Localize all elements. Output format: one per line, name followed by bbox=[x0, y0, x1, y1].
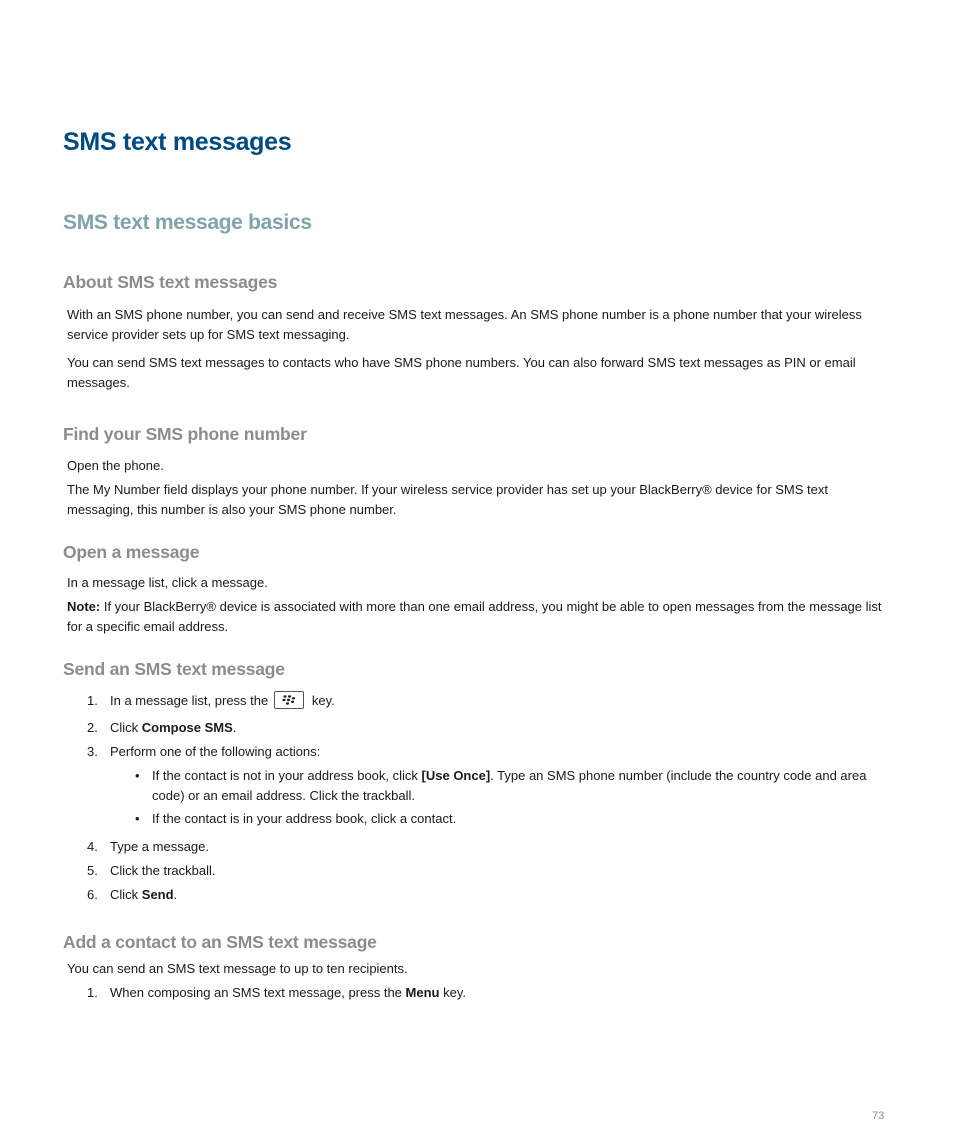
note-text: If your BlackBerry® device is associated with more than one email address, you might be able to open messages from the message list for a specific email address. bbox=[67, 599, 882, 634]
step-number: 1. bbox=[87, 985, 98, 1000]
page-number: 73 bbox=[872, 1110, 885, 1122]
add-paragraph-1: You can send an SMS text message to up to ten recipients. bbox=[67, 961, 408, 976]
send-subitem-1: If the contact is not in your address book, click [Use Once]. Type an SMS phone number (include the country code and area code) or an email address. Click the trackball. bbox=[152, 768, 867, 803]
step-number: 3. bbox=[87, 744, 98, 759]
send-subitem-2: If the contact is in your address book, click a contact. bbox=[152, 811, 457, 826]
open-heading: Open a message bbox=[63, 542, 200, 562]
bullet: • bbox=[135, 811, 140, 826]
about-paragraph-2: You can send SMS text messages to contacts who have SMS phone numbers. You can also forward SMS text messages as PIN or email messages. bbox=[67, 355, 856, 390]
step-number: 5. bbox=[87, 863, 98, 878]
find-heading: Find your SMS phone number bbox=[63, 424, 307, 444]
blackberry-menu-key-icon bbox=[274, 691, 304, 709]
bullet: • bbox=[135, 768, 140, 783]
send-heading: Send an SMS text message bbox=[63, 659, 285, 679]
step-number: 6. bbox=[87, 887, 98, 902]
about-paragraph-1: With an SMS phone number, you can send and receive SMS text messages. An SMS phone number is a phone number that your wireless service provider sets up for SMS text messaging. bbox=[67, 307, 862, 342]
section-heading: SMS text message basics bbox=[63, 211, 312, 234]
step-number: 2. bbox=[87, 720, 98, 735]
send-step-3: Perform one of the following actions: bbox=[110, 744, 321, 759]
note-label: Note: bbox=[67, 599, 101, 614]
page-title: SMS text messages bbox=[63, 128, 292, 156]
send-step-2: Click Compose SMS. bbox=[110, 720, 237, 735]
find-paragraph-1: Open the phone. bbox=[67, 458, 164, 473]
send-step-4: Type a message. bbox=[110, 839, 209, 854]
send-step-5: Click the trackball. bbox=[110, 863, 216, 878]
open-note bbox=[67, 597, 897, 636]
about-heading: About SMS text messages bbox=[63, 272, 278, 292]
add-heading: Add a contact to an SMS text message bbox=[63, 932, 377, 952]
send-step-1: In a message list, press the key. bbox=[110, 693, 335, 708]
step-number: 1. bbox=[87, 693, 98, 708]
find-paragraph-2: The My Number field displays your phone number. If your wireless service provider has set up your BlackBerry® device for SMS text messaging, this number is also your SMS phone number. bbox=[67, 482, 829, 517]
send-step-6: Click Send. bbox=[110, 887, 178, 902]
open-paragraph-1: In a message list, click a message. bbox=[67, 575, 268, 590]
step-number: 4. bbox=[87, 839, 98, 854]
add-step-1: When composing an SMS text message, press the Menu key. bbox=[110, 985, 466, 1000]
